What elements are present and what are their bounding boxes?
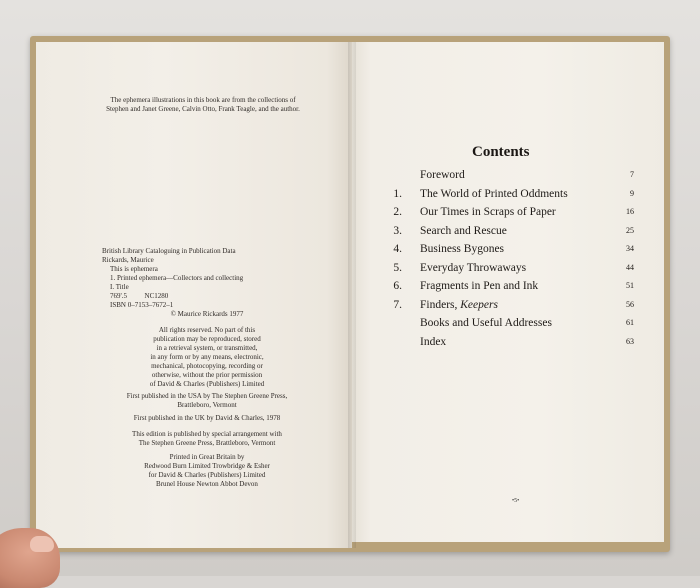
toc-entry <box>384 185 644 204</box>
toc-number: 2. <box>393 206 402 218</box>
toc-title <box>420 296 498 315</box>
cip-line: Rickards, Maurice <box>102 256 154 264</box>
book-gutter <box>348 42 356 548</box>
contents-heading: Contents <box>472 144 530 160</box>
printer-info <box>92 453 322 489</box>
toc-number: 3. <box>393 224 402 237</box>
toc-page-number: 51 <box>626 281 634 290</box>
credit-line: Stephen and Janet Greene, Calvin Otto, Frank Teagle, and the author. <box>106 105 300 113</box>
toc-page-number: 34 <box>626 244 634 253</box>
toc-number: 4. <box>393 243 402 255</box>
rights-line: otherwise, without the prior permission <box>151 371 263 379</box>
usa-line: Brattleboro, Vermont <box>177 401 237 409</box>
toc-number: 5. <box>393 261 402 274</box>
edition-line: The Stephen Greene Press, Brattleboro, Vermont <box>138 439 276 447</box>
toc-title-italic: Keepers <box>460 298 498 311</box>
copyright-line: © Maurice Rickards 1977 <box>170 310 244 318</box>
toc-title-part: Finders, <box>420 298 461 311</box>
illustration-credit <box>78 96 328 114</box>
toc-title: Books and Useful Addresses <box>420 317 552 329</box>
toc-page-number: 7 <box>630 170 634 179</box>
toc-number: 6. <box>393 280 402 292</box>
holding-thumb <box>0 528 60 588</box>
toc-entry <box>384 259 644 278</box>
toc-entry <box>384 296 644 315</box>
toc-title: Fragments in Pen and Ink <box>420 280 539 292</box>
toc-title: Our Times in Scraps of Paper <box>420 206 556 218</box>
toc-entry <box>384 240 644 259</box>
toc-entry <box>384 222 644 241</box>
thumbnail <box>30 536 54 552</box>
toc-title: The World of Printed Oddments <box>420 187 568 200</box>
rights-line: publication may be reproduced, stored <box>153 335 261 343</box>
right-page <box>352 42 664 542</box>
printer-line: Brunel House Newton Abbot Devon <box>156 480 258 488</box>
toc-entry <box>384 333 644 352</box>
toc-page-number: 25 <box>626 225 634 235</box>
page-folio: •5• <box>512 498 520 504</box>
toc-title: Index <box>420 335 447 348</box>
rights-line: in a retrieval system, or transmitted, <box>156 344 258 352</box>
toc-entry <box>384 203 644 222</box>
cip-line: 769'.5 NC1280 <box>110 292 169 300</box>
usa-publication <box>92 392 322 410</box>
printer-line: Redwood Burn Limited Trowbridge & Esher <box>144 462 270 470</box>
rights-notice <box>92 326 322 389</box>
toc-page-number: 63 <box>626 336 634 346</box>
toc-page-number: 56 <box>626 299 634 309</box>
cip-line: I. Title <box>110 283 129 291</box>
toc-title: Search and Rescue <box>420 224 507 237</box>
table-of-contents <box>384 166 644 351</box>
rights-line: of David & Charles (Publishers) Limited <box>149 380 265 388</box>
toc-number: 7. <box>393 298 402 311</box>
toc-page-number: 61 <box>626 318 634 327</box>
toc-title: Everyday Throwaways <box>420 261 527 274</box>
edition-note <box>92 430 322 448</box>
toc-entry <box>384 277 644 296</box>
uk-publication: First published in the UK by David & Charles, 1978 <box>133 414 281 422</box>
toc-page-number: 9 <box>630 188 634 198</box>
toc-title: Foreword <box>420 169 465 181</box>
toc-entry <box>384 166 644 185</box>
rights-line: All rights reserved. No part of this <box>158 326 256 334</box>
cataloguing-data <box>102 247 342 310</box>
toc-title: Business Bygones <box>420 243 505 255</box>
printer-line: for David & Charles (Publishers) Limited <box>148 471 266 479</box>
cip-line: British Library Cataloguing in Publication Data <box>102 247 236 255</box>
left-page <box>36 42 352 548</box>
toc-entry <box>384 314 644 333</box>
rights-line: in any form or by any means, electronic, <box>150 353 264 361</box>
usa-line: First published in the USA by The Stephen Greene Press, <box>126 392 288 400</box>
toc-number: 1. <box>393 187 402 200</box>
isbn: ISBN 0–7153–7672–1 <box>110 301 174 309</box>
printer-line: Printed in Great Britain by <box>169 453 245 461</box>
toc-page-number: 16 <box>626 207 634 216</box>
credit-line: The ephemera illustrations in this book are from the collections of <box>110 96 296 104</box>
edition-line: This edition is published by special arrangement with <box>132 430 282 438</box>
rights-line: mechanical, photocopying, recording or <box>151 362 263 370</box>
cip-line: This is ephemera <box>110 265 158 273</box>
cip-line: 1. Printed ephemera—Collectors and collecting <box>110 274 244 282</box>
toc-page-number: 44 <box>626 262 634 272</box>
